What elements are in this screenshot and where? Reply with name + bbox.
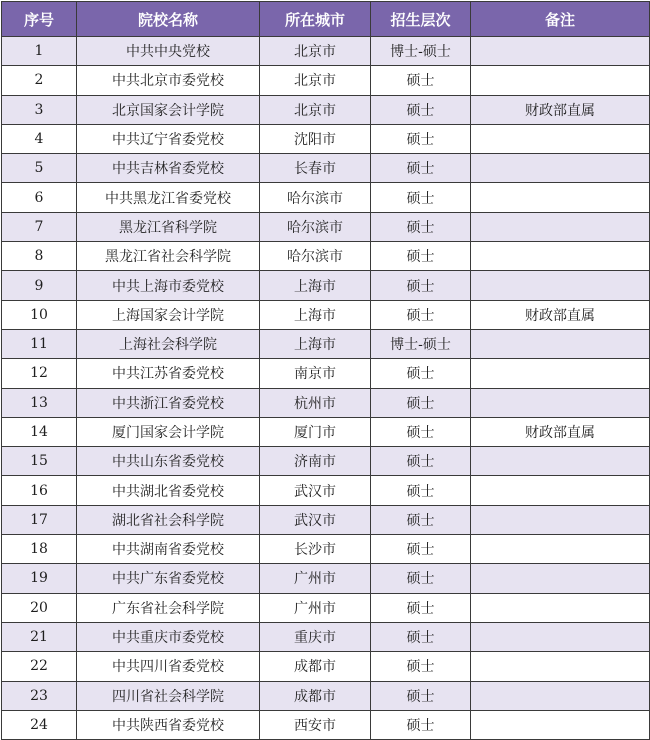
cell-degree-level: 硕士	[371, 535, 471, 564]
cell-index: 8	[2, 242, 77, 271]
table-row	[2, 417, 650, 446]
cell-city: 哈尔滨市	[260, 183, 371, 212]
table-row	[2, 681, 650, 710]
cell-remarks	[471, 154, 650, 183]
cell-institution-name: 中共湖北省委党校	[77, 476, 260, 505]
cell-institution-name: 中共重庆市委党校	[77, 622, 260, 651]
table-row	[2, 124, 650, 153]
cell-institution-name: 黑龙江省社会科学院	[77, 242, 260, 271]
cell-city: 成都市	[260, 652, 371, 681]
cell-degree-level: 硕士	[371, 564, 471, 593]
cell-index: 12	[2, 359, 77, 388]
cell-remarks	[471, 476, 650, 505]
cell-remarks	[471, 652, 650, 681]
table-row	[2, 388, 650, 417]
cell-degree-level: 硕士	[371, 95, 471, 124]
cell-institution-name: 中共陕西省委党校	[77, 710, 260, 739]
cell-remarks: 财政部直属	[471, 300, 650, 329]
cell-city: 杭州市	[260, 388, 371, 417]
cell-city: 沈阳市	[260, 124, 371, 153]
cell-city: 济南市	[260, 447, 371, 476]
cell-index: 3	[2, 95, 77, 124]
cell-degree-level: 硕士	[371, 212, 471, 241]
table-row	[2, 359, 650, 388]
cell-city: 成都市	[260, 681, 371, 710]
cell-city: 北京市	[260, 95, 371, 124]
cell-remarks	[471, 37, 650, 66]
cell-index: 21	[2, 622, 77, 651]
table-row	[2, 535, 650, 564]
cell-remarks	[471, 593, 650, 622]
cell-institution-name: 四川省社会科学院	[77, 681, 260, 710]
table-row	[2, 154, 650, 183]
cell-city: 长沙市	[260, 535, 371, 564]
cell-city: 上海市	[260, 329, 371, 358]
cell-institution-name: 厦门国家会计学院	[77, 417, 260, 446]
cell-index: 20	[2, 593, 77, 622]
cell-degree-level: 硕士	[371, 476, 471, 505]
table-row	[2, 242, 650, 271]
cell-institution-name: 上海国家会计学院	[77, 300, 260, 329]
cell-remarks	[471, 447, 650, 476]
cell-institution-name: 中共湖南省委党校	[77, 535, 260, 564]
cell-index: 9	[2, 271, 77, 300]
cell-remarks	[471, 535, 650, 564]
cell-remarks: 财政部直属	[471, 417, 650, 446]
table-row	[2, 564, 650, 593]
cell-degree-level: 硕士	[371, 388, 471, 417]
cell-city: 哈尔滨市	[260, 242, 371, 271]
cell-institution-name: 广东省社会科学院	[77, 593, 260, 622]
cell-degree-level: 硕士	[371, 183, 471, 212]
header-remarks: 备注	[471, 2, 650, 37]
cell-city: 北京市	[260, 37, 371, 66]
header-degree-level: 招生层次	[371, 2, 471, 37]
cell-city: 南京市	[260, 359, 371, 388]
table-row	[2, 212, 650, 241]
header-institution-name: 院校名称	[77, 2, 260, 37]
table-row	[2, 652, 650, 681]
cell-index: 10	[2, 300, 77, 329]
cell-degree-level: 硕士	[371, 66, 471, 95]
table-body	[2, 37, 650, 740]
cell-remarks: 财政部直属	[471, 95, 650, 124]
table-row	[2, 95, 650, 124]
institutions-table	[1, 1, 650, 740]
cell-city: 长春市	[260, 154, 371, 183]
cell-index: 5	[2, 154, 77, 183]
cell-index: 11	[2, 329, 77, 358]
table-row	[2, 622, 650, 651]
cell-city: 哈尔滨市	[260, 212, 371, 241]
table-row	[2, 183, 650, 212]
cell-degree-level: 硕士	[371, 710, 471, 739]
cell-index: 2	[2, 66, 77, 95]
table-row	[2, 505, 650, 534]
cell-remarks	[471, 183, 650, 212]
cell-city: 广州市	[260, 593, 371, 622]
cell-remarks	[471, 66, 650, 95]
cell-institution-name: 中共山东省委党校	[77, 447, 260, 476]
cell-institution-name: 北京国家会计学院	[77, 95, 260, 124]
cell-remarks	[471, 505, 650, 534]
cell-city: 武汉市	[260, 505, 371, 534]
cell-degree-level: 硕士	[371, 417, 471, 446]
cell-remarks	[471, 359, 650, 388]
cell-institution-name: 中共浙江省委党校	[77, 388, 260, 417]
table-row	[2, 476, 650, 505]
cell-index: 4	[2, 124, 77, 153]
cell-index: 1	[2, 37, 77, 66]
cell-institution-name: 中共辽宁省委党校	[77, 124, 260, 153]
cell-remarks	[471, 212, 650, 241]
cell-institution-name: 中共广东省委党校	[77, 564, 260, 593]
cell-institution-name: 上海社会科学院	[77, 329, 260, 358]
cell-city: 西安市	[260, 710, 371, 739]
cell-remarks	[471, 388, 650, 417]
cell-remarks	[471, 710, 650, 739]
cell-institution-name: 中共中央党校	[77, 37, 260, 66]
cell-degree-level: 硕士	[371, 242, 471, 271]
cell-degree-level: 硕士	[371, 681, 471, 710]
cell-institution-name: 黑龙江省科学院	[77, 212, 260, 241]
header-city: 所在城市	[260, 2, 371, 37]
cell-remarks	[471, 681, 650, 710]
cell-degree-level: 硕士	[371, 271, 471, 300]
table-row	[2, 37, 650, 66]
cell-city: 武汉市	[260, 476, 371, 505]
cell-index: 13	[2, 388, 77, 417]
cell-index: 14	[2, 417, 77, 446]
cell-index: 19	[2, 564, 77, 593]
cell-remarks	[471, 242, 650, 271]
cell-index: 17	[2, 505, 77, 534]
header-index: 序号	[2, 2, 77, 37]
cell-degree-level: 硕士	[371, 505, 471, 534]
cell-index: 22	[2, 652, 77, 681]
cell-city: 广州市	[260, 564, 371, 593]
cell-institution-name: 中共江苏省委党校	[77, 359, 260, 388]
table-row	[2, 66, 650, 95]
cell-index: 16	[2, 476, 77, 505]
cell-institution-name: 中共上海市委党校	[77, 271, 260, 300]
cell-degree-level: 硕士	[371, 300, 471, 329]
table-row	[2, 593, 650, 622]
cell-degree-level: 硕士	[371, 154, 471, 183]
cell-remarks	[471, 271, 650, 300]
cell-city: 上海市	[260, 300, 371, 329]
cell-index: 7	[2, 212, 77, 241]
cell-degree-level: 硕士	[371, 622, 471, 651]
cell-institution-name: 湖北省社会科学院	[77, 505, 260, 534]
cell-degree-level: 硕士	[371, 593, 471, 622]
cell-city: 上海市	[260, 271, 371, 300]
cell-remarks	[471, 124, 650, 153]
table-row	[2, 710, 650, 739]
cell-institution-name: 中共四川省委党校	[77, 652, 260, 681]
table-row	[2, 447, 650, 476]
cell-degree-level: 硕士	[371, 652, 471, 681]
table-row	[2, 271, 650, 300]
cell-index: 23	[2, 681, 77, 710]
header-row	[2, 2, 650, 37]
cell-remarks	[471, 329, 650, 358]
table-row	[2, 300, 650, 329]
cell-degree-level: 博士-硕士	[371, 329, 471, 358]
cell-degree-level: 硕士	[371, 124, 471, 153]
cell-degree-level: 硕士	[371, 359, 471, 388]
cell-remarks	[471, 564, 650, 593]
cell-degree-level: 博士-硕士	[371, 37, 471, 66]
cell-index: 24	[2, 710, 77, 739]
cell-city: 厦门市	[260, 417, 371, 446]
cell-institution-name: 中共北京市委党校	[77, 66, 260, 95]
cell-remarks	[471, 622, 650, 651]
cell-institution-name: 中共黑龙江省委党校	[77, 183, 260, 212]
cell-city: 重庆市	[260, 622, 371, 651]
cell-degree-level: 硕士	[371, 447, 471, 476]
cell-index: 18	[2, 535, 77, 564]
cell-institution-name: 中共吉林省委党校	[77, 154, 260, 183]
table-row	[2, 329, 650, 358]
cell-index: 6	[2, 183, 77, 212]
cell-city: 北京市	[260, 66, 371, 95]
cell-index: 15	[2, 447, 77, 476]
